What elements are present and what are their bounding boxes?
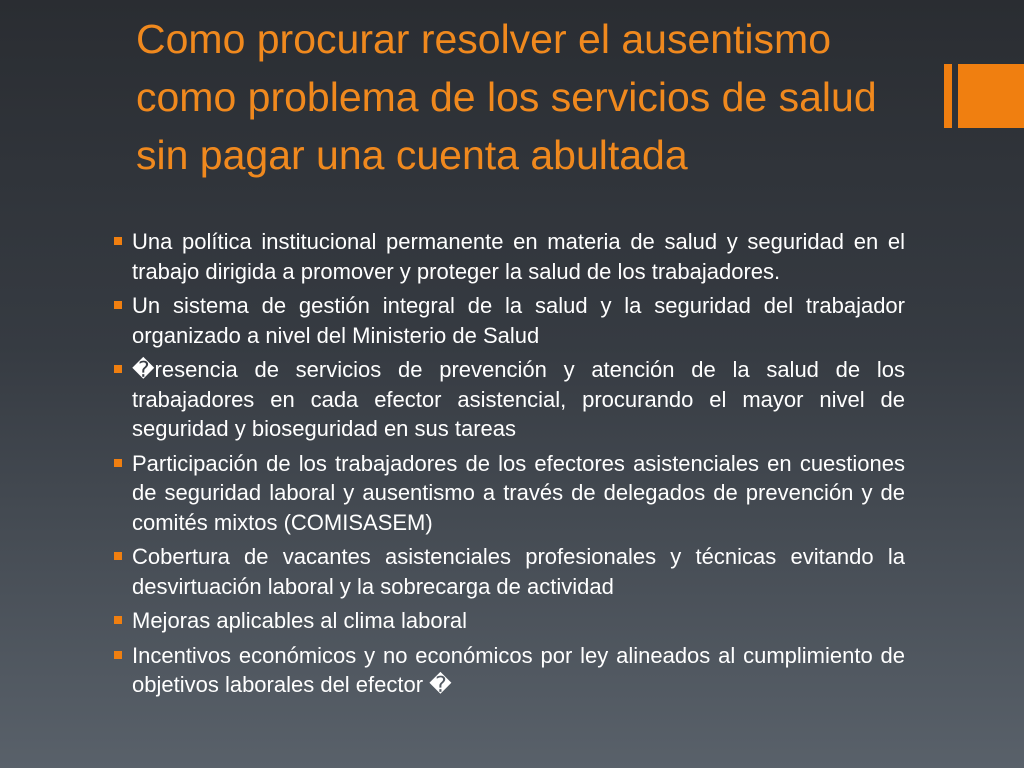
- bullet-item: [112, 449, 905, 538]
- square-bullet-icon: [114, 616, 122, 624]
- bullet-text: Participación de los trabajadores de los efectores asistenciales en cuestiones de seguridad laboral y ausentismo a través de delegados de prevención y de comités mixtos (COMISASEM): [132, 450, 905, 535]
- bullet-text: Cobertura de vacantes asistenciales profesionales y técnicas evitando la desvirtuación laboral y la sobrecarga de actividad: [132, 544, 905, 599]
- bullet-item: [112, 542, 905, 601]
- bullet-text: Mejoras aplicables al clima laboral: [132, 608, 468, 633]
- square-bullet-icon: [114, 552, 122, 560]
- title-accent-bar-thick: [958, 64, 1024, 128]
- slide-title: Como procurar resolver el ausentismo como problema de los servicios de salud sin pagar una cuenta abultada: [136, 16, 877, 178]
- bullet-text: �resencia de servicios de prevención y atención de la salud de los trabajadores en cada efector asistencial, procurando el mayor nivel de seguridad y bioseguridad en sus tareas: [132, 357, 905, 441]
- square-bullet-icon: [114, 651, 122, 659]
- bullet-item: [112, 291, 905, 350]
- square-bullet-icon: [114, 237, 122, 245]
- square-bullet-icon: [114, 365, 122, 373]
- square-bullet-icon: [114, 459, 122, 467]
- bullet-item: [112, 227, 905, 286]
- bullet-item: [112, 355, 905, 444]
- bullet-text: Una política institucional permanente en materia de salud y seguridad en el trabajo dirigida a promover y proteger la salud de los trabajadores.: [132, 229, 905, 284]
- bullet-item: [112, 641, 905, 700]
- bullet-item: [112, 606, 905, 636]
- bullet-text: Incentivos económicos y no económicos por ley alineados al cumplimiento de objetivos laborales del efector �: [132, 642, 905, 697]
- title-accent-bar-thin: [944, 64, 952, 128]
- bullet-list: [112, 227, 905, 705]
- bullet-text: Un sistema de gestión integral de la salud y la seguridad del trabajador organizado a nivel del Ministerio de Salud: [132, 293, 905, 348]
- square-bullet-icon: [114, 301, 122, 309]
